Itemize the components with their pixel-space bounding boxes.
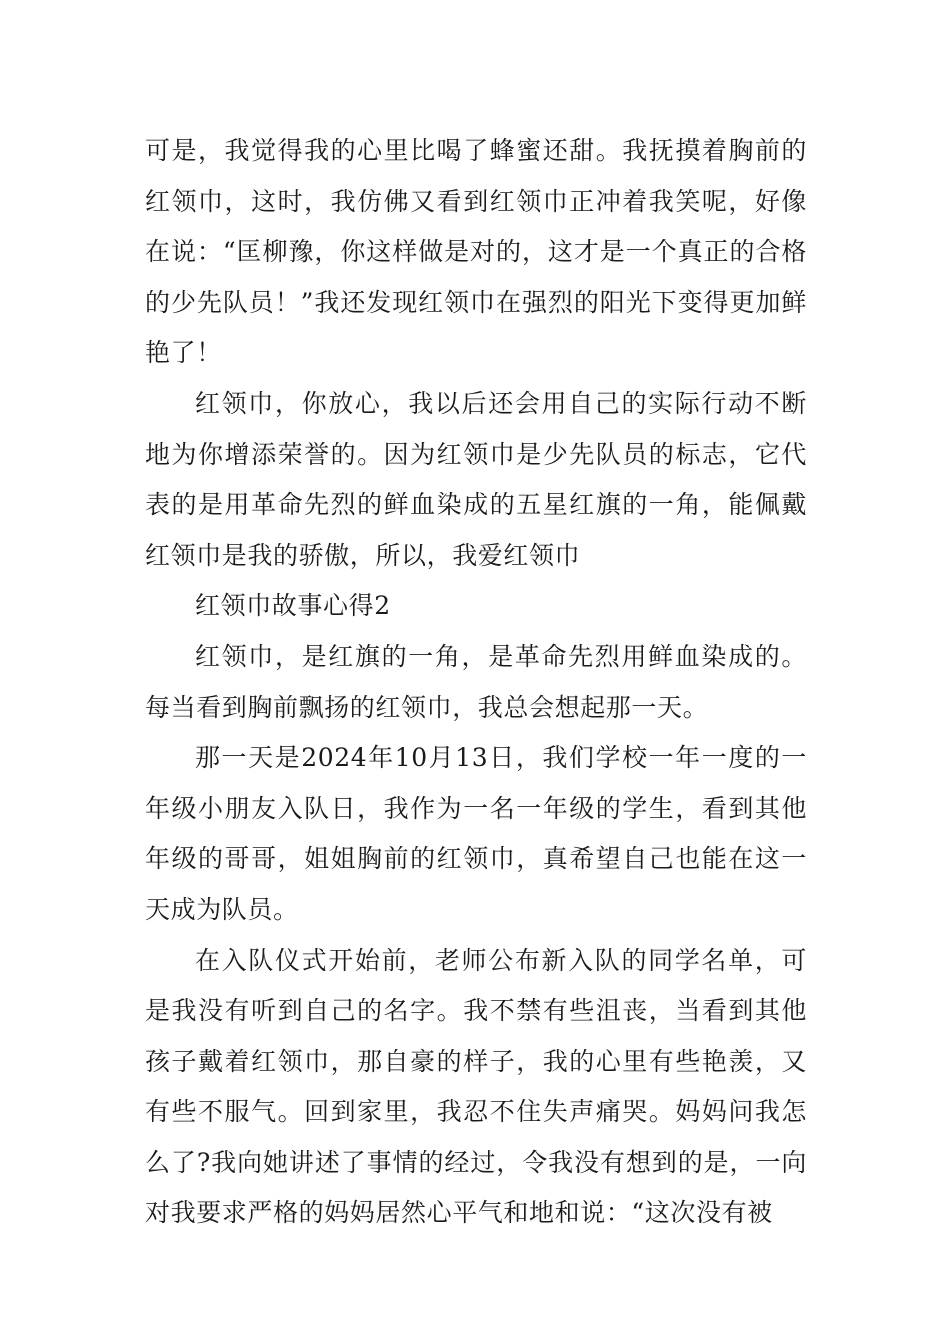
document-page	[145, 126, 807, 1239]
paragraph-1: 可是，我觉得我的心里比喝了蜂蜜还甜。我抚摸着胸前的红领巾，这时，我仿佛又看到红领巾正冲着我笑呢，好像在说：“匡柳豫，你这样做是对的，这才是一个真正的合格的少先队员！”我还发现红领巾在强烈的阳光下变得更加鲜艳了！	[145, 136, 807, 368]
paragraph-3: 红领巾，是红旗的一角，是革命先烈用鲜血染成的。每当看到胸前飘扬的红领巾，我总会想起那一天。	[145, 641, 807, 722]
paragraph-4: 那一天是2024年10月13日，我们学校一年一度的一年级小朋友入队日，我作为一名一年级的学生，看到其他年级的哥哥，姐姐胸前的红领巾，真希望自己也能在这一天成为队员。	[145, 743, 807, 924]
section-heading: 红领巾故事心得2	[195, 591, 391, 621]
paragraph-2: 红领巾，你放心，我以后还会用自己的实际行动不断地为你增添荣誉的。因为红领巾是少先队员的标志，它代表的是用革命先烈的鲜血染成的五星红旗的一角，能佩戴红领巾是我的骄傲，所以，我爱红领巾	[145, 388, 807, 570]
paragraph-5: 在入队仪式开始前，老师公布新入队的同学名单，可是我没有听到自己的名字。我不禁有些沮丧，当看到其他孩子戴着红领巾，那自豪的样子，我的心里有些艳羡，又有些不服气。回到家里，我忍不住失声痛哭。妈妈问我怎么了?我向她讲述了事情的经过，令我没有想到的是，一向对我要求严格的妈妈居然心平气和地和说：“这次没有被	[145, 945, 807, 1228]
